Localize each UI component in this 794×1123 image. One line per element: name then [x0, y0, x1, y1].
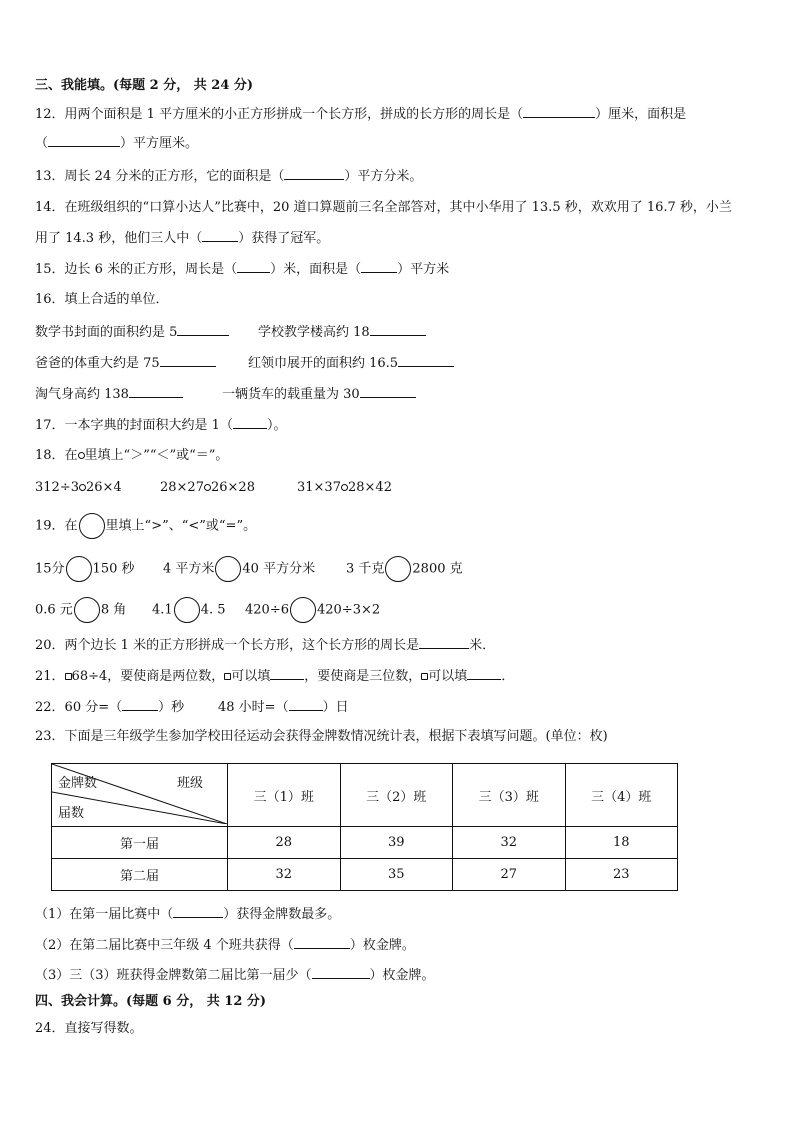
column-header: 三（3）班	[453, 764, 566, 827]
question-23-sub-3: （3）三（3）班获得金牌数第二届比第一届少（ ）枚金牌。	[35, 968, 435, 983]
compare-circle[interactable]	[66, 556, 92, 582]
compare-circle[interactable]	[74, 597, 100, 623]
answer-blank[interactable]	[284, 167, 344, 180]
table-cell: 32	[453, 827, 566, 859]
question-14-line-1: 14．在班级组织的“口算小达人”比赛中，20 道口算题前三名全部答对，其中小华用了 13.5 秒，欢欢用了 16.7 秒，小兰	[35, 200, 732, 215]
table-cell: 35	[340, 859, 453, 891]
question-15: 15．边长 6 米的正方形，周长是（ ）米，面积是（ ）平方米	[35, 262, 450, 277]
question-22-part-1: 22．60 分=（ ）秒	[35, 700, 185, 715]
row-header: 第一届	[52, 827, 228, 859]
question-19-expression: 4.1 4. 5	[152, 597, 226, 623]
answer-blank[interactable]	[289, 698, 323, 711]
circle-icon	[78, 452, 85, 459]
compare-circle[interactable]	[204, 484, 211, 491]
question-16-item: 一辆货车的载重量为 30	[222, 385, 416, 404]
question-21: 21． 68÷4，要使商是两位数， 可以填 ，要使商是三位数， 可以填 ．	[35, 669, 515, 684]
question-23-sub-1: （1）在第一届比赛中（ ）获得金牌数最多。	[35, 907, 341, 922]
answer-blank[interactable]	[237, 260, 270, 273]
table-row	[52, 859, 678, 891]
question-18-expression: 312÷3 26×4	[35, 480, 122, 495]
question-16-item: 数学书封面的面积约是 5	[35, 323, 229, 342]
question-19-expression: 3 千克 2800 克	[346, 556, 463, 582]
answer-blank[interactable]	[160, 354, 216, 367]
question-24-title: 24．直接写得数。	[35, 1021, 143, 1036]
question-18-title: 18．在 里填上“＞”“＜”或“＝”。	[35, 448, 229, 463]
answer-blank[interactable]	[361, 260, 397, 273]
question-16-item: 学校教学楼高约 18	[258, 323, 426, 342]
table-cell: 23	[565, 859, 678, 891]
question-19-expression: 15分 150 秒	[35, 556, 135, 582]
square-placeholder-icon	[65, 673, 72, 680]
question-13: 13．周长 24 分米的正方形，它的面积是（ ）平方分米。	[35, 169, 423, 184]
section-4-title: 四、我会计算。(每题 6 分， 共 12 分)	[35, 994, 267, 1009]
question-14-line-2: 用了 14.3 秒，他们三人中（ ）获得了冠军。	[35, 231, 330, 246]
question-16-title: 16．填上合适的单位．	[35, 292, 169, 307]
table-cell: 27	[453, 859, 566, 891]
answer-blank[interactable]	[398, 354, 454, 367]
answer-blank[interactable]	[48, 134, 120, 147]
table-row	[52, 827, 678, 859]
column-header: 三（4）班	[565, 764, 678, 827]
column-header: 三（2）班	[340, 764, 453, 827]
table-cell: 39	[340, 827, 453, 859]
question-16-item: 淘气身高约 138	[35, 385, 183, 404]
question-19-expression: 4 平方米 40 平方分米	[163, 556, 315, 582]
compare-circle[interactable]	[174, 597, 200, 623]
answer-blank[interactable]	[360, 385, 416, 398]
question-18-expression: 31×37 28×42	[297, 480, 392, 495]
question-23-title: 23．下面是三年级学生参加学校田径运动会获得金牌数情况统计表，根据下表填写问题。(单位：枚)	[35, 729, 608, 744]
answer-blank[interactable]	[419, 636, 469, 649]
answer-blank[interactable]	[122, 698, 158, 711]
answer-blank[interactable]	[173, 905, 223, 918]
question-23-sub-2: （2）在第二届比赛中三年级 4 个班共获得（ ）枚金牌。	[35, 938, 415, 953]
answer-blank[interactable]	[523, 105, 595, 118]
question-16-item: 爸爸的体重大约是 75	[35, 354, 216, 373]
question-12-line-1: 12．用两个面积是 1 平方厘米的小正方形拼成一个长方形，拼成的长方形的周长是（ ）厘米，面积是	[35, 107, 687, 122]
answer-blank[interactable]	[270, 667, 304, 680]
question-16-item: 红领巾展开的面积约 16.5	[248, 354, 454, 373]
question-17: 17．一本字典的封面积大约是 1（ ）。	[35, 418, 287, 433]
question-12-line-2: （ ）平方厘米。	[35, 136, 199, 151]
compare-circle[interactable]	[215, 556, 241, 582]
question-19-title: 19．在 里填上“>”、“<”或“=”。	[35, 513, 256, 539]
question-18-expression: 28×27 26×28	[160, 480, 255, 495]
answer-blank[interactable]	[233, 416, 267, 429]
question-19-expression: 420÷6 420÷3×2	[245, 597, 380, 623]
question-22-part-2: 48 小时=（ ）日	[218, 700, 349, 715]
table-cell: 18	[565, 827, 678, 859]
compare-circle[interactable]	[385, 556, 411, 582]
answer-blank[interactable]	[294, 936, 350, 949]
table-cell: 32	[228, 859, 341, 891]
circle-icon	[79, 513, 105, 539]
corner-label-class: 班级	[177, 776, 204, 791]
corner-label-medals: 金牌数	[58, 776, 98, 791]
table-corner-cell	[52, 764, 228, 827]
section-3-title: 三、我能填。(每题 2 分， 共 24 分)	[35, 78, 254, 93]
column-header: 三（1）班	[228, 764, 341, 827]
medal-table	[51, 763, 678, 891]
corner-label-session: 届数	[58, 806, 85, 821]
answer-blank[interactable]	[467, 667, 501, 680]
question-20: 20．两个边长 1 米的正方形拼成一个长方形，这个长方形的周长是 米．	[35, 638, 496, 653]
answer-blank[interactable]	[370, 323, 426, 336]
table-cell: 28	[228, 827, 341, 859]
row-header: 第二届	[52, 859, 228, 891]
answer-blank[interactable]	[177, 323, 229, 336]
compare-circle[interactable]	[79, 484, 86, 491]
answer-blank[interactable]	[202, 229, 238, 242]
compare-circle[interactable]	[290, 597, 316, 623]
compare-circle[interactable]	[341, 484, 348, 491]
answer-blank[interactable]	[129, 385, 183, 398]
question-19-expression: 0.6 元 8 角	[35, 597, 126, 623]
answer-blank[interactable]	[312, 966, 370, 979]
